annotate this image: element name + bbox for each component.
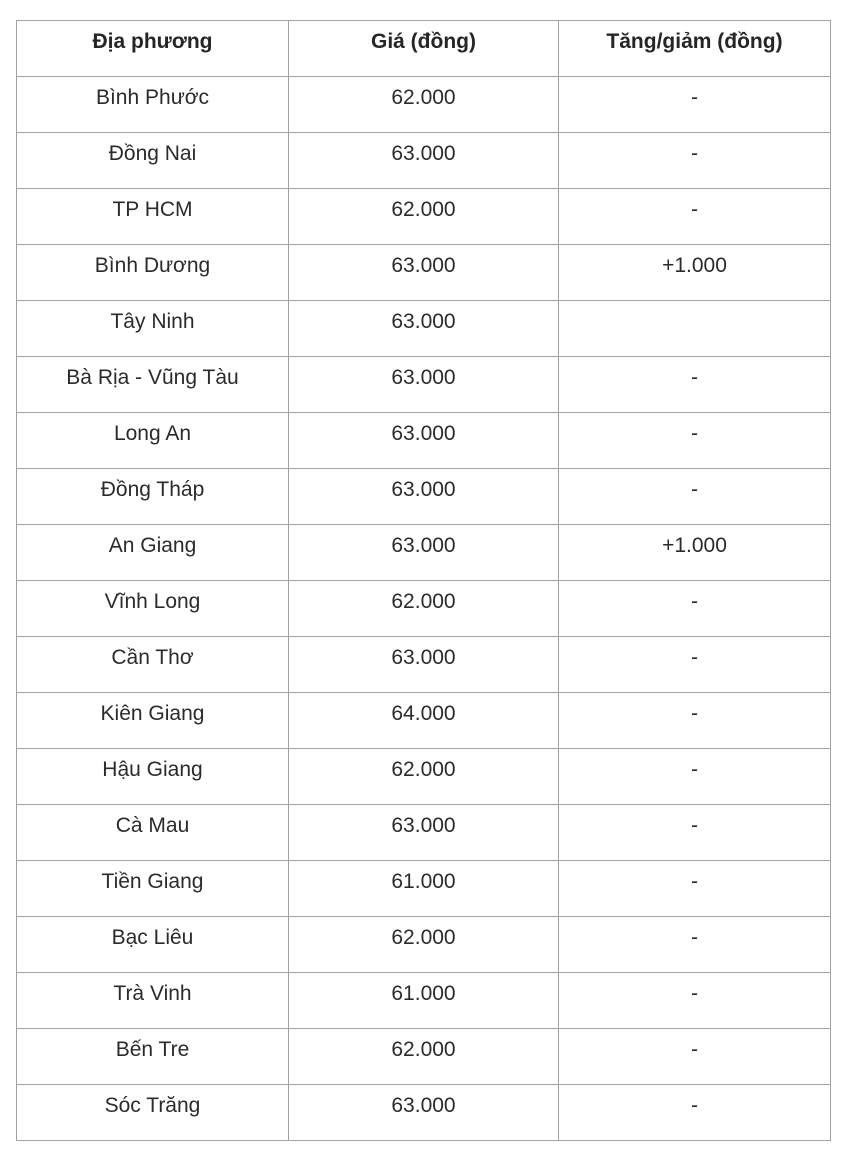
change-cell: +1.000 [559, 525, 831, 581]
header-location: Địa phương [17, 21, 289, 77]
table-row [17, 189, 831, 245]
table-row [17, 805, 831, 861]
location-cell: Hậu Giang [17, 749, 289, 805]
price-cell: 62.000 [289, 917, 559, 973]
location-cell: Cà Mau [17, 805, 289, 861]
table-row [17, 301, 831, 357]
price-cell: 63.000 [289, 469, 559, 525]
table-row [17, 973, 831, 1029]
location-cell: Bà Rịa - Vũng Tàu [17, 357, 289, 413]
price-cell: 64.000 [289, 693, 559, 749]
location-cell: Long An [17, 413, 289, 469]
table-row [17, 469, 831, 525]
change-cell: - [559, 413, 831, 469]
location-cell: Sóc Trăng [17, 1085, 289, 1141]
change-cell: - [559, 189, 831, 245]
change-cell: - [559, 693, 831, 749]
location-cell: Tây Ninh [17, 301, 289, 357]
price-cell: 63.000 [289, 245, 559, 301]
price-cell: 63.000 [289, 805, 559, 861]
change-cell: +1.000 [559, 245, 831, 301]
table-row [17, 749, 831, 805]
price-cell: 63.000 [289, 133, 559, 189]
change-cell: - [559, 1085, 831, 1141]
change-cell: - [559, 469, 831, 525]
location-cell: Tiền Giang [17, 861, 289, 917]
price-cell: 62.000 [289, 749, 559, 805]
table-header-row [17, 21, 831, 77]
table-row [17, 133, 831, 189]
price-cell: 62.000 [289, 1029, 559, 1085]
price-cell: 62.000 [289, 581, 559, 637]
location-cell: Cần Thơ [17, 637, 289, 693]
change-cell: - [559, 749, 831, 805]
location-cell: An Giang [17, 525, 289, 581]
price-cell: 63.000 [289, 301, 559, 357]
price-cell: 61.000 [289, 973, 559, 1029]
location-cell: Đồng Tháp [17, 469, 289, 525]
table-row [17, 917, 831, 973]
change-cell: - [559, 581, 831, 637]
location-cell: Đồng Nai [17, 133, 289, 189]
location-cell: Bến Tre [17, 1029, 289, 1085]
price-cell: 63.000 [289, 525, 559, 581]
header-change: Tăng/giảm (đồng) [559, 21, 831, 77]
table-row [17, 357, 831, 413]
table-row [17, 77, 831, 133]
price-cell: 61.000 [289, 861, 559, 917]
table-row [17, 861, 831, 917]
table-row [17, 581, 831, 637]
price-table [16, 20, 831, 1141]
table-row [17, 637, 831, 693]
change-cell: - [559, 637, 831, 693]
location-cell: Vĩnh Long [17, 581, 289, 637]
table-row [17, 245, 831, 301]
change-cell: - [559, 973, 831, 1029]
location-cell: Bình Phước [17, 77, 289, 133]
price-cell: 63.000 [289, 413, 559, 469]
table-row [17, 1085, 831, 1141]
table-row [17, 693, 831, 749]
change-cell: - [559, 861, 831, 917]
change-cell: - [559, 133, 831, 189]
table-body [17, 77, 831, 1141]
price-cell: 63.000 [289, 1085, 559, 1141]
change-cell: - [559, 1029, 831, 1085]
location-cell: TP HCM [17, 189, 289, 245]
table-row [17, 525, 831, 581]
price-cell: 62.000 [289, 189, 559, 245]
location-cell: Bạc Liêu [17, 917, 289, 973]
price-cell: 63.000 [289, 637, 559, 693]
location-cell: Trà Vinh [17, 973, 289, 1029]
change-cell: - [559, 917, 831, 973]
change-cell [559, 301, 831, 357]
location-cell: Bình Dương [17, 245, 289, 301]
price-cell: 63.000 [289, 357, 559, 413]
table-row [17, 1029, 831, 1085]
table-header [17, 21, 831, 77]
header-price: Giá (đồng) [289, 21, 559, 77]
change-cell: - [559, 805, 831, 861]
location-cell: Kiên Giang [17, 693, 289, 749]
price-cell: 62.000 [289, 77, 559, 133]
table-row [17, 413, 831, 469]
change-cell: - [559, 357, 831, 413]
change-cell: - [559, 77, 831, 133]
